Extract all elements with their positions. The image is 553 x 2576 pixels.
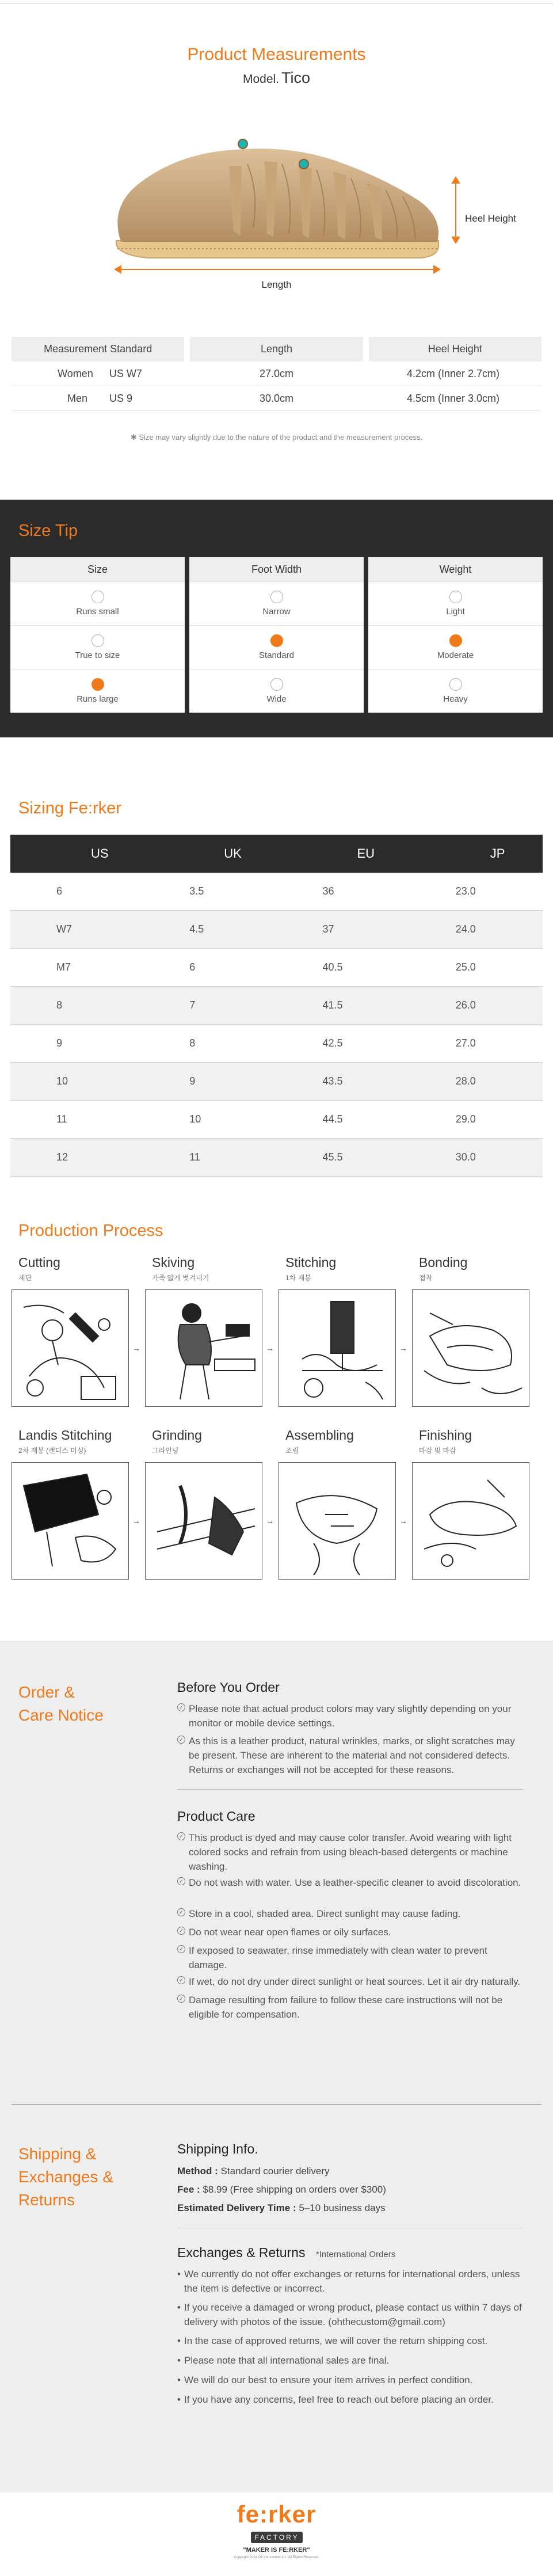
cell: 27.0 xyxy=(455,1037,476,1049)
step-sub: 재단 xyxy=(18,1274,32,1282)
care-item: ✓ Damage resulting from failure to follow these care instructions will not be eligible for compensation. xyxy=(177,1993,523,2022)
table-row xyxy=(10,1063,543,1101)
cell: 10 xyxy=(189,1113,201,1125)
step-name: Grinding xyxy=(152,1428,202,1443)
cell: 12 xyxy=(56,1151,68,1163)
step-name: Bonding xyxy=(419,1255,468,1270)
check-icon: ✓ xyxy=(177,1995,185,2003)
cell: 8 xyxy=(189,1037,196,1049)
model-name: Tico xyxy=(281,69,311,86)
cell: 37 xyxy=(322,923,334,935)
cell: 45.5 xyxy=(322,1151,343,1163)
assembling-illustration xyxy=(279,1462,396,1580)
tip-column-header: Foot Width xyxy=(189,557,364,581)
exchange-item: • We currently do not offer exchanges or returns for international orders, unless the item is defective or incorrect. xyxy=(177,2267,523,2296)
shipping-fee: Fee : $8.99 (Free shipping on orders over $300) xyxy=(177,2184,386,2195)
before-order-title: Before You Order xyxy=(177,1680,280,1695)
table-row xyxy=(12,386,541,411)
header-cell: EU xyxy=(357,846,375,861)
tip-option xyxy=(189,669,364,713)
step-name: Finishing xyxy=(419,1428,472,1443)
exchange-item: • In the case of approved returns, we will cover the return shipping cost. xyxy=(177,2334,523,2348)
radio-icon xyxy=(449,591,462,603)
cell: 4.5 xyxy=(189,923,204,935)
model-line xyxy=(0,69,553,87)
process-step xyxy=(419,1255,536,1283)
check-icon: ✓ xyxy=(177,1927,185,1935)
process-step xyxy=(285,1428,403,1455)
step-sub: 마감 및 마감 xyxy=(419,1447,456,1455)
radio-icon xyxy=(449,678,462,691)
cell: 29.0 xyxy=(455,1113,476,1125)
tip-option-label: Narrow xyxy=(262,607,291,617)
cell: 23.0 xyxy=(455,885,476,897)
size-tip-section xyxy=(0,500,553,737)
bonding-illustration xyxy=(412,1289,529,1407)
shipping-side-title-line: Shipping & xyxy=(18,2145,97,2163)
tip-option-label: Runs large xyxy=(77,694,119,704)
radio-icon xyxy=(270,678,283,691)
order-care-section xyxy=(0,1641,553,2107)
heel-height-label: Heel Height xyxy=(465,213,516,224)
step-name: Assembling xyxy=(285,1428,354,1443)
table-row xyxy=(10,949,543,987)
cell: 41.5 xyxy=(322,999,343,1011)
step-name: Landis Stitching xyxy=(18,1428,112,1443)
radio-icon xyxy=(270,591,283,603)
size-tip-table xyxy=(10,557,543,713)
cell: 44.5 xyxy=(322,1113,343,1125)
product-image xyxy=(98,98,466,288)
length-label: Length xyxy=(261,279,292,290)
stitching-illustration xyxy=(279,1289,396,1407)
care-side-title-line: Order & xyxy=(18,1683,75,1701)
footer xyxy=(0,2493,553,2576)
radio-icon xyxy=(91,634,104,647)
table-row xyxy=(10,1101,543,1139)
shipping-method: Method : Standard courier delivery xyxy=(177,2166,330,2177)
production-title: Production Process xyxy=(18,1222,163,1240)
process-step xyxy=(419,1428,536,1455)
cell: 40.5 xyxy=(322,961,343,973)
exchange-item: • If you receive a damaged or wrong product, please contact us within 7 days of delivery with photos of the issue. (ohthecustom@gmail.com) xyxy=(177,2300,523,2329)
process-step xyxy=(285,1255,403,1283)
step-sub: 그라인딩 xyxy=(152,1447,179,1455)
skiving-illustration xyxy=(145,1289,262,1407)
table-row xyxy=(10,1025,543,1063)
header-cell: Measurement Standard xyxy=(12,337,184,362)
size-tip-title: Size Tip xyxy=(18,522,78,540)
tip-option xyxy=(10,581,185,625)
step-sub: 1차 재봉 xyxy=(285,1274,311,1282)
check-icon: ✓ xyxy=(177,1877,185,1885)
table-row xyxy=(10,987,543,1025)
length-cell: 30.0cm xyxy=(259,392,294,404)
cell: 11 xyxy=(189,1151,200,1163)
size-cell: US 9 xyxy=(109,392,133,404)
sizing-title: Sizing Fe:rker xyxy=(18,799,121,817)
table-row xyxy=(12,362,541,386)
header-cell: UK xyxy=(224,846,242,861)
care-item: ✓ If wet, do not dry under direct sunlight or heat sources. Let it air dry naturally. xyxy=(177,1974,523,1989)
shipping-section xyxy=(0,2107,553,2493)
tip-option-label: Standard xyxy=(259,650,294,660)
header-cell: Heel Height xyxy=(369,337,541,362)
tip-column-size xyxy=(10,557,185,713)
section-divider xyxy=(12,2104,541,2105)
cell: M7 xyxy=(56,961,71,973)
divider xyxy=(177,1789,523,1790)
tip-column-header: Weight xyxy=(368,557,543,581)
finishing-illustration xyxy=(412,1462,529,1580)
step-name: Skiving xyxy=(152,1255,195,1270)
cell: 9 xyxy=(56,1037,63,1049)
step-sub: 접착 xyxy=(419,1274,433,1282)
tip-column-weight xyxy=(368,557,543,713)
exchange-item: • Please note that all international sales are final. xyxy=(177,2353,523,2368)
care-item: ✓ This product is dyed and may cause color transfer. Avoid wearing with light colored socks and refrain from using bleach-based detergents or machine washing. xyxy=(177,1831,523,1874)
length-cell: 27.0cm xyxy=(259,367,294,379)
cell: 3.5 xyxy=(189,885,204,897)
table-row xyxy=(10,911,543,949)
sizing-section xyxy=(0,783,553,1186)
tip-column-header: Size xyxy=(10,557,185,581)
cutting-illustration xyxy=(12,1289,129,1407)
tip-option-label: Light xyxy=(446,607,465,617)
before-item: ✓ Please note that actual product colors may vary slightly depending on your monitor or mobile device settings. xyxy=(177,1702,523,1730)
process-step xyxy=(18,1428,136,1455)
radio-selected-icon xyxy=(449,634,462,647)
tip-option xyxy=(368,669,543,713)
production-section xyxy=(0,1209,553,1612)
cell: 8 xyxy=(56,999,63,1011)
step-sub: 가죽 얇게 벗겨내기 xyxy=(152,1274,209,1282)
group-cell: Women xyxy=(58,367,93,379)
measurement-note: ✱ Size may vary slightly due to the nature of the product and the measurement process. xyxy=(130,433,423,442)
model-label: Model. xyxy=(242,73,279,86)
cell: 10 xyxy=(56,1075,68,1087)
exchange-item: • We will do our best to ensure your item arrives in perfect condition. xyxy=(177,2373,523,2387)
tip-option xyxy=(189,625,364,669)
cell: 28.0 xyxy=(455,1075,476,1087)
tip-option xyxy=(368,625,543,669)
radio-selected-icon xyxy=(91,678,104,691)
arrow-icon: → xyxy=(132,1516,140,1525)
tip-option xyxy=(189,581,364,625)
tip-option-label: Wide xyxy=(266,694,287,704)
measurements-section xyxy=(0,0,553,461)
tip-option-label: Runs small xyxy=(76,607,119,617)
group-cell: Men xyxy=(67,392,87,404)
cell: 9 xyxy=(189,1075,196,1087)
shipping-side-title-line: Returns xyxy=(18,2191,75,2209)
measurements-title: Product Measurements xyxy=(187,45,366,64)
step-sub: 조립 xyxy=(285,1447,299,1455)
arrow-icon: → xyxy=(132,1344,140,1353)
arrow-icon: → xyxy=(399,1516,407,1525)
cell: 26.0 xyxy=(455,999,476,1011)
tip-column-width xyxy=(189,557,364,713)
tip-option xyxy=(10,669,185,713)
tip-option-label: Moderate xyxy=(437,650,474,660)
process-step xyxy=(152,1428,269,1455)
radio-selected-icon xyxy=(270,634,283,647)
step-sub: 2차 재봉 (랜디스 미싱) xyxy=(18,1447,86,1455)
cell: 24.0 xyxy=(455,923,476,935)
cell: 25.0 xyxy=(455,961,476,973)
care-item: ✓ Do not wash with water. Use a leather-specific cleaner to avoid discoloration. xyxy=(177,1875,523,1890)
care-item: ✓ Do not wear near open flames or oily surfaces. xyxy=(177,1925,523,1939)
shipping-side-title xyxy=(18,2143,113,2212)
care-item: ✓ Store in a cool, shaded area. Direct sunlight may cause fading. xyxy=(177,1907,523,1921)
cell: 36 xyxy=(322,885,334,897)
cell: 11 xyxy=(56,1113,67,1125)
arrow-icon: → xyxy=(399,1344,407,1353)
cell: 43.5 xyxy=(322,1075,343,1087)
brand-logo: fe:rker xyxy=(237,2501,316,2528)
heel-cell: 4.2cm (Inner 2.7cm) xyxy=(406,367,500,379)
shipping-info-title: Shipping Info. xyxy=(177,2141,258,2156)
factory-badge: FACTORY xyxy=(251,2532,303,2543)
tip-option xyxy=(368,581,543,625)
tip-option xyxy=(10,625,185,669)
copyright: Copyright 2024 Oh the custom Inc. All Rights Reserved. xyxy=(234,2556,319,2559)
cell: 6 xyxy=(189,961,196,973)
care-side-title-line: Care Notice xyxy=(18,1706,104,1724)
landis-stitching-illustration xyxy=(12,1462,129,1580)
check-icon: ✓ xyxy=(177,1908,185,1916)
header-cell: Length xyxy=(190,337,363,362)
header-cell: JP xyxy=(490,846,505,861)
care-side-title xyxy=(18,1681,104,1727)
table-row xyxy=(10,1139,543,1177)
cell: 30.0 xyxy=(455,1151,476,1163)
grinding-illustration xyxy=(145,1462,262,1580)
header-cell: US xyxy=(91,846,109,861)
step-name: Cutting xyxy=(18,1255,60,1270)
measurement-table-header xyxy=(12,337,541,362)
exchanges-title: Exchanges & Returns *International Orders xyxy=(177,2245,396,2260)
process-step xyxy=(152,1255,269,1283)
brand-slogan: "MAKER IS FE:RKER" xyxy=(243,2547,310,2554)
tip-option-label: True to size xyxy=(75,650,120,660)
process-step xyxy=(18,1255,136,1283)
step-name: Stitching xyxy=(285,1255,337,1270)
heel-cell: 4.5cm (Inner 3.0cm) xyxy=(406,392,500,404)
product-care-title: Product Care xyxy=(177,1809,255,1824)
arrow-icon: → xyxy=(266,1516,274,1525)
cell: 6 xyxy=(56,885,63,897)
tip-option-label: Heavy xyxy=(443,694,468,704)
before-item: ✓ As this is a leather product, natural wrinkles, marks, or slight scratches may be present. These are inherent to the material and not considered defects. Returns or exchanges will not be accepted for these reasons. xyxy=(177,1734,523,1777)
check-icon: ✓ xyxy=(177,1945,185,1953)
care-item: ✓ If exposed to seawater, rinse immediately with clean water to prevent damage. xyxy=(177,1943,523,1972)
top-divider xyxy=(0,3,553,4)
arrow-icon: → xyxy=(266,1344,274,1353)
sizing-table-header xyxy=(10,835,543,873)
exchanges-subtitle: *International Orders xyxy=(315,2250,396,2259)
measurement-table xyxy=(12,337,541,411)
check-icon: ✓ xyxy=(177,1832,185,1840)
check-icon: ✓ xyxy=(177,1976,185,1984)
exchange-item: • If you have any concerns, feel free to reach out before placing an order. xyxy=(177,2392,523,2407)
cell: W7 xyxy=(56,923,72,935)
table-row xyxy=(10,873,543,911)
check-icon: ✓ xyxy=(177,1703,185,1711)
cell: 42.5 xyxy=(322,1037,343,1049)
shipping-delivery-time: Estimated Delivery Time : 5–10 business days xyxy=(177,2202,386,2213)
radio-icon xyxy=(91,591,104,603)
check-icon: ✓ xyxy=(177,1736,185,1744)
sizing-table xyxy=(10,835,543,1177)
cell: 7 xyxy=(189,999,196,1011)
shipping-side-title-line: Exchanges & xyxy=(18,2168,113,2186)
size-cell: US W7 xyxy=(109,367,142,379)
